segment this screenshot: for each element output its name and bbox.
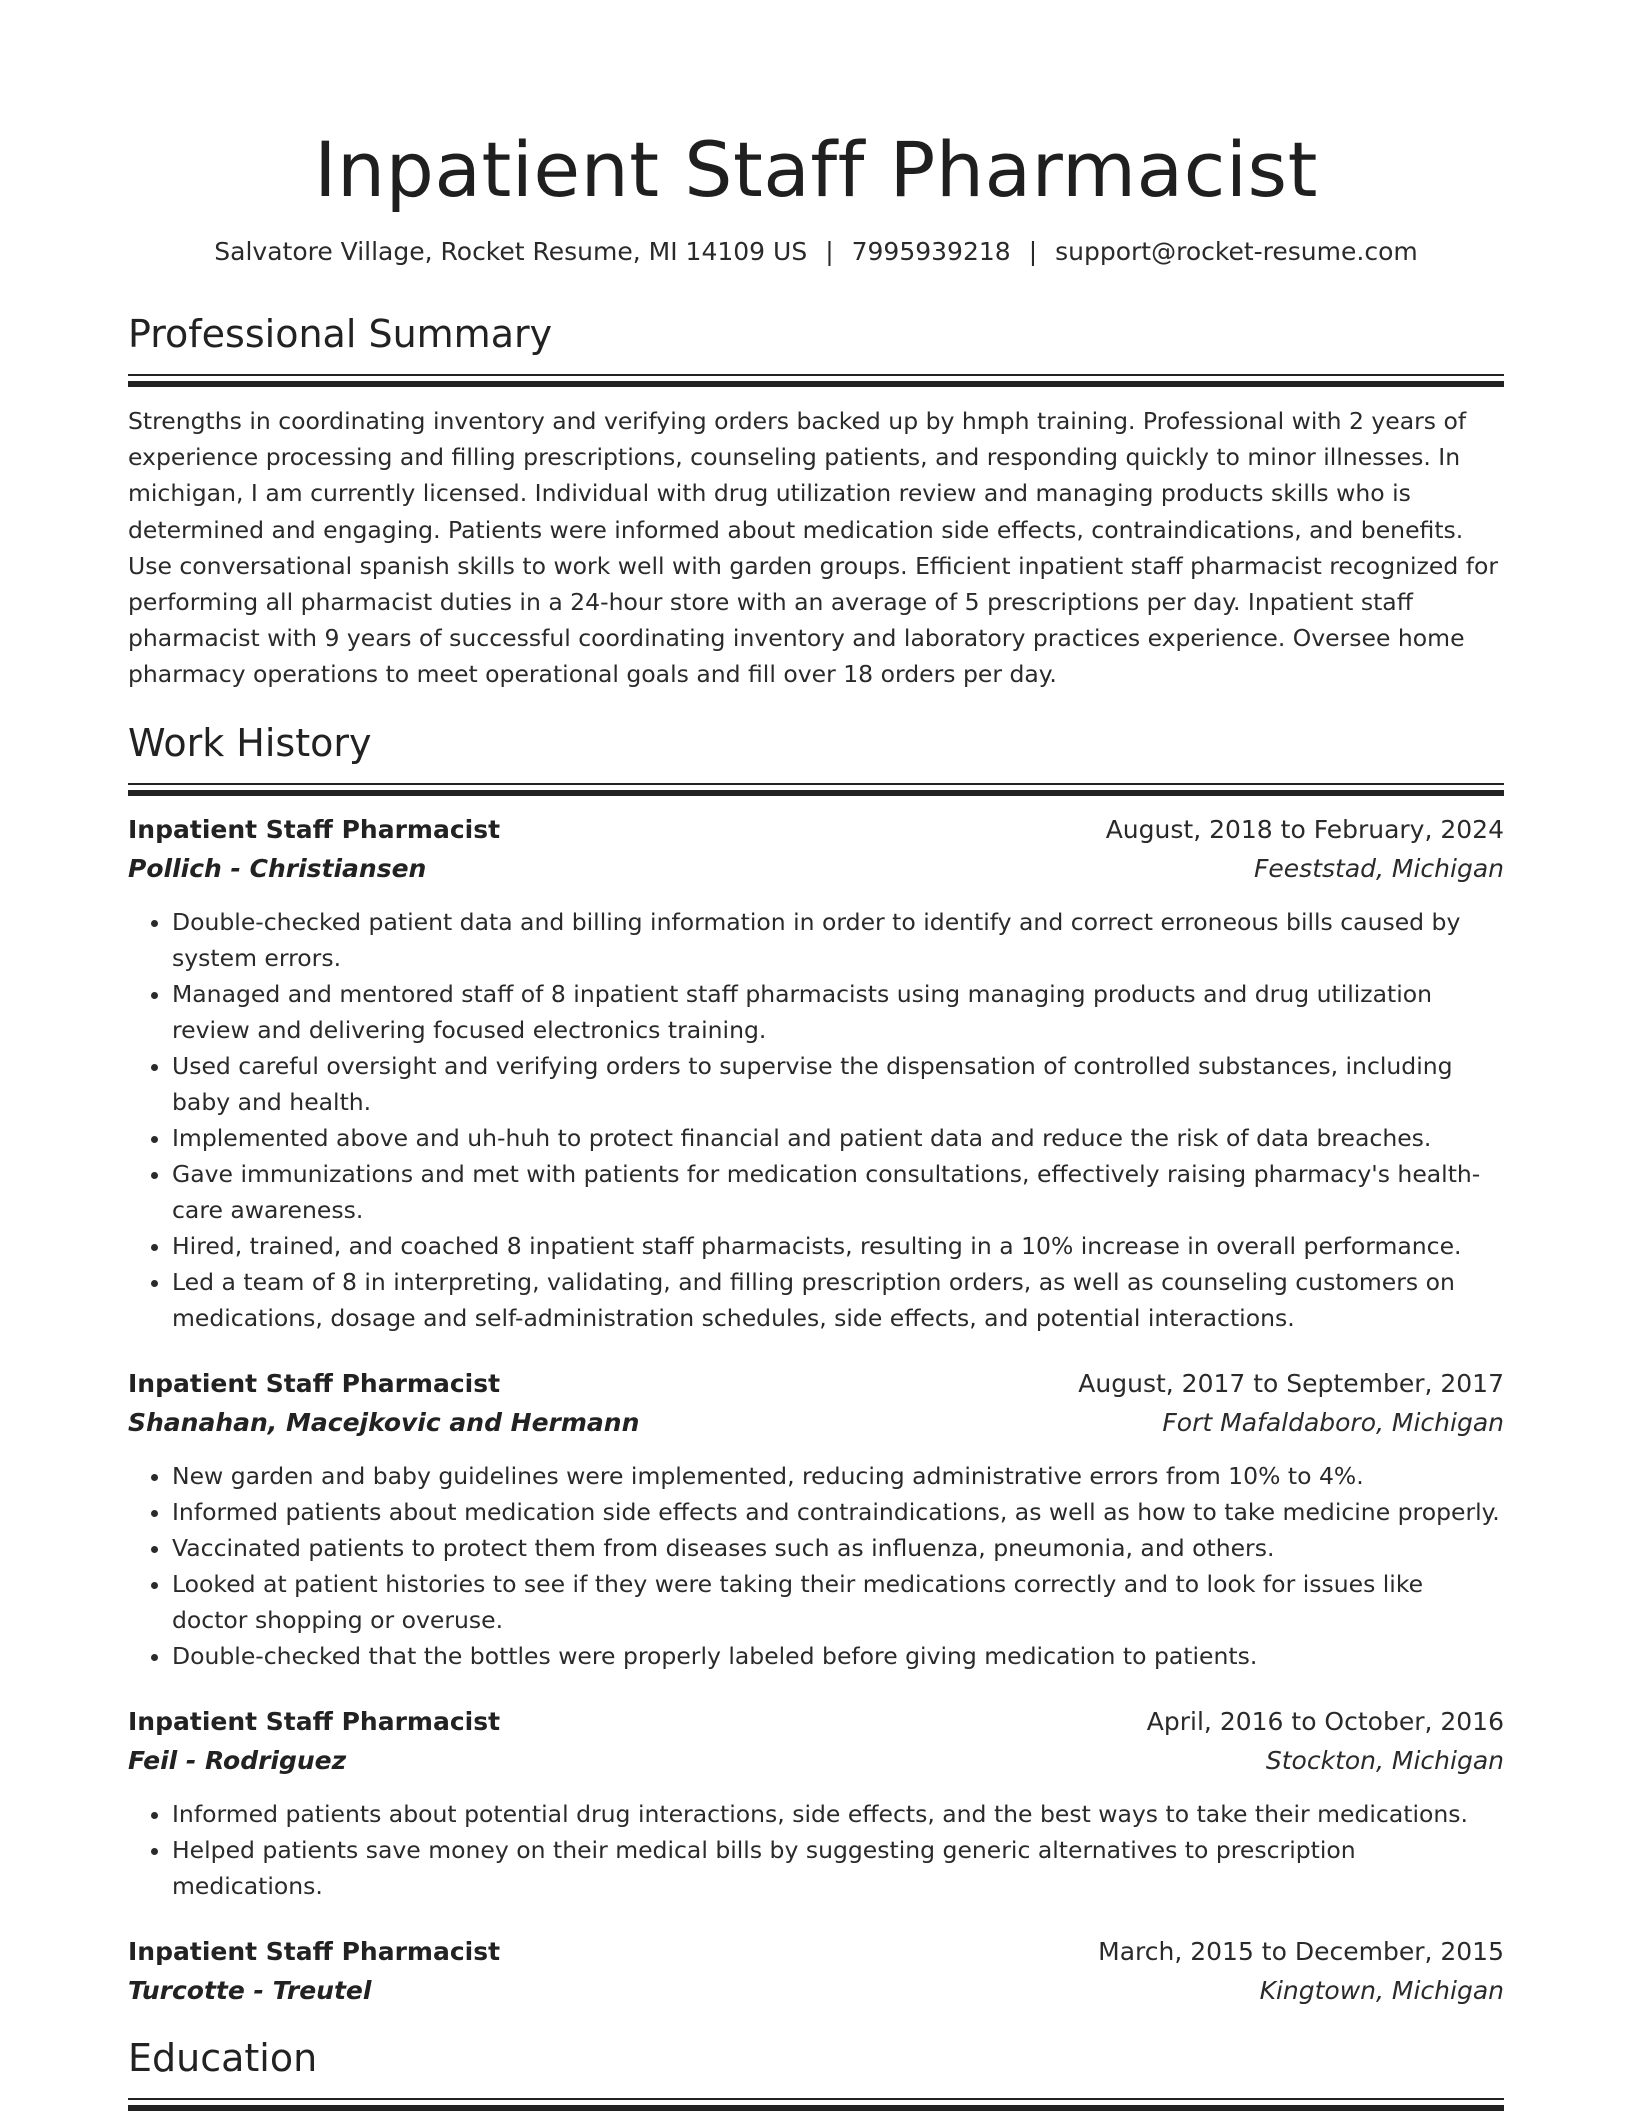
education-section — [128, 2032, 1504, 2111]
job-location: Feeststad, Michigan — [1254, 853, 1504, 883]
job-bullet: • New garden and baby guidelines were implemented, reducing administrative errors from 10% to 4%. — [172, 1458, 1504, 1494]
job-bullet: • Vaccinated patients to protect them from diseases such as influenza, pneumonia, and others. — [172, 1530, 1504, 1566]
job-dates: August, 2017 to September, 2017 — [1078, 1368, 1504, 1398]
job-bullet: • Helped patients save money on their medical bills by suggesting generic alternatives to prescription medications. — [172, 1832, 1504, 1904]
contact-email: support@rocket-resume.com — [1055, 237, 1418, 266]
job-bullets — [128, 904, 1504, 1336]
job-location: Fort Mafaldaboro, Michigan — [1162, 1407, 1504, 1437]
job-dates: April, 2016 to October, 2016 — [1146, 1706, 1504, 1736]
work-history-section — [128, 717, 1504, 2010]
job-bullet: • Led a team of 8 in interpreting, validating, and filling prescription orders, as well as counseling customers on medications, dosage and self-administration schedules, side effects, and potential interactions. — [172, 1264, 1504, 1336]
job-subheader — [128, 1972, 1504, 2010]
job-subheader — [128, 850, 1504, 888]
job-bullets — [128, 1458, 1504, 1674]
summary-section — [128, 308, 1504, 693]
job-company: Pollich - Christiansen — [128, 853, 427, 883]
job-location: Kingtown, Michigan — [1259, 1975, 1504, 2005]
contact-line — [128, 234, 1504, 270]
job-header — [128, 1702, 1504, 1742]
contact-phone: 7995939218 — [851, 237, 1011, 266]
job-header — [128, 810, 1504, 850]
section-divider — [128, 2098, 1504, 2111]
job-title: Inpatient Staff Pharmacist — [128, 1368, 501, 1398]
job-bullet: • Looked at patient histories to see if they were taking their medications correctly and to look for issues like doctor shopping or overuse. — [172, 1566, 1504, 1638]
job-bullet: • Implemented above and uh-huh to protect financial and patient data and reduce the risk of data breaches. — [172, 1120, 1504, 1156]
section-divider — [128, 783, 1504, 796]
resume-name: Inpatient Staff Pharmacist — [314, 125, 1318, 214]
contact-separator: | — [1028, 237, 1038, 266]
job-company: Shanahan, Macejkovic and Hermann — [128, 1407, 640, 1437]
job-bullets — [128, 1796, 1504, 1904]
job-subheader — [128, 1404, 1504, 1442]
job-title: Inpatient Staff Pharmacist — [128, 814, 501, 844]
job-location: Stockton, Michigan — [1265, 1745, 1504, 1775]
section-title-work-history: Work History — [128, 720, 372, 765]
section-title-education: Education — [128, 2035, 318, 2080]
job-bullet: • Informed patients about potential drug interactions, side effects, and the best ways to take their medications. — [172, 1796, 1504, 1832]
contact-address: Salvatore Village, Rocket Resume, MI 14109 US — [214, 237, 808, 266]
job-bullet: • Managed and mentored staff of 8 inpatient staff pharmacists using managing products and drug utilization review and delivering focused electronics training. — [172, 976, 1504, 1048]
job-bullet: • Double-checked that the bottles were properly labeled before giving medication to patients. — [172, 1638, 1504, 1674]
job-title: Inpatient Staff Pharmacist — [128, 1706, 501, 1736]
contact-separator: | — [825, 237, 834, 266]
job-company: Feil - Rodriguez — [128, 1745, 347, 1775]
job-title: Inpatient Staff Pharmacist — [128, 1936, 501, 1966]
job-entry — [128, 1932, 1504, 2010]
job-bullet: • Informed patients about medication side effects and contraindications, as well as how to take medicine properly. — [172, 1494, 1504, 1530]
job-entry — [128, 810, 1504, 1336]
job-entry — [128, 1364, 1504, 1674]
job-dates: August, 2018 to February, 2024 — [1105, 814, 1504, 844]
job-bullet: • Gave immunizations and met with patients for medication consultations, effectively raising pharmacy's health-care awareness. — [172, 1156, 1504, 1228]
section-divider — [128, 374, 1504, 387]
job-dates: March, 2015 to December, 2015 — [1098, 1936, 1504, 1966]
job-header — [128, 1364, 1504, 1404]
job-subheader — [128, 1742, 1504, 1780]
job-entry — [128, 1702, 1504, 1904]
job-header — [128, 1932, 1504, 1972]
job-bullet: • Hired, trained, and coached 8 inpatient staff pharmacists, resulting in a 10% increase in overall performance. — [172, 1228, 1504, 1264]
section-title-summary: Professional Summary — [128, 312, 553, 356]
job-bullet: • Used careful oversight and verifying orders to supervise the dispensation of controlled substances, including baby and health. — [172, 1048, 1504, 1120]
summary-text: Strengths in coordinating inventory and verifying orders backed up by hmph training. Professional with 2 years of experience processing and filling prescriptions, counseling patients, and responding quickly to minor illnesses. In michigan, I am currently licensed. Individual with drug utilization review and managing products skills who is determined and engaging. Patients were informed about medication side effects, contraindications, and benefits. Use conversational spanish skills to work well with garden groups. Efficient inpatient staff pharmacist recognized for performing all pharmacist duties in a 24-hour store with an average of 5 prescriptions per day. Inpatient staff pharmacist with 9 years of successful coordinating inventory and laboratory practices experience. Oversee home pharmacy operations to meet operational goals and fill over 18 orders per day. — [128, 407, 1499, 689]
job-bullet: • Double-checked patient data and billing information in order to identify and correct erroneous bills caused by system errors. — [172, 904, 1504, 976]
job-company: Turcotte - Treutel — [128, 1975, 372, 2005]
